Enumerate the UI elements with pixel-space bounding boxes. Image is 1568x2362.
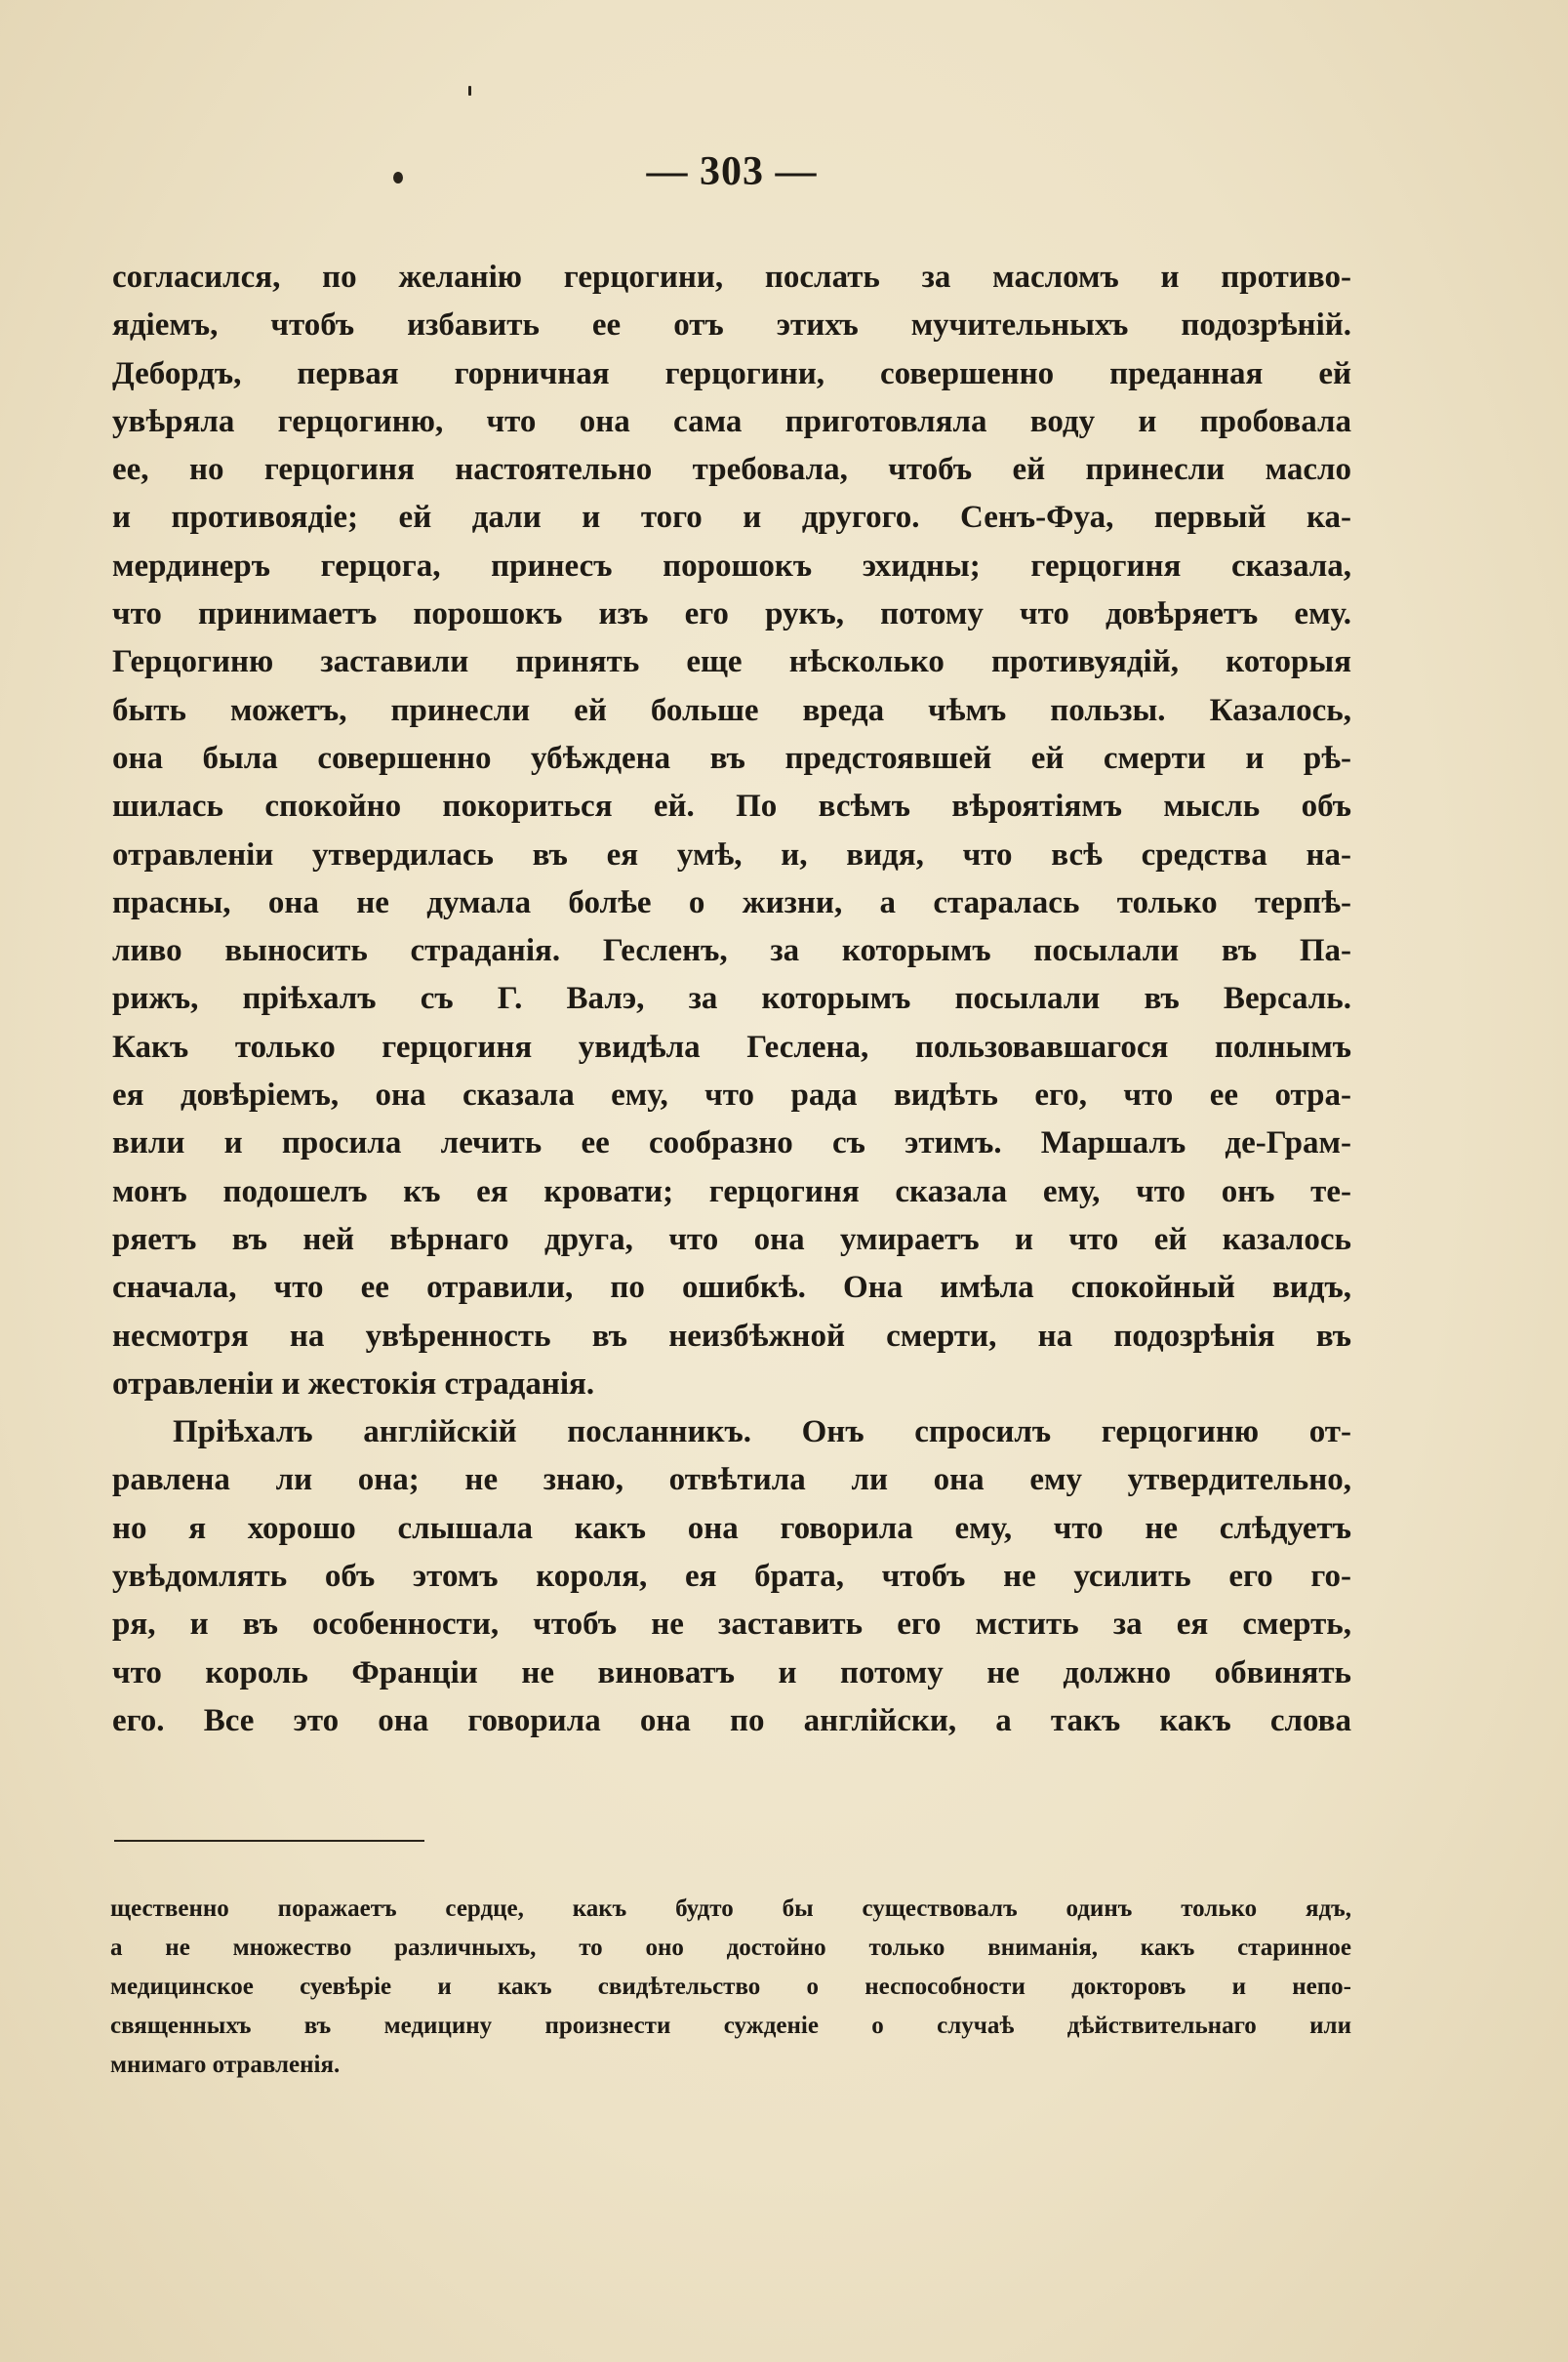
text-line: она была совершенно убѣждена въ предстоявшей ей смерти и рѣ- xyxy=(112,740,1351,776)
text-line: и противоядіе; ей дали и того и другого. Сенъ-Фуа, первый ка- xyxy=(112,500,1351,536)
text-line: мердинеръ герцога, принесъ порошокъ эхидны; герцогиня сказала, xyxy=(112,548,1351,584)
text-line: несмотря на увѣренность въ неизбѣжной смерти, на подозрѣнія въ xyxy=(112,1318,1351,1354)
page-number: — 303 — xyxy=(646,149,818,194)
text-line: ливо выносить страданія. Гесленъ, за которымъ посылали въ Па- xyxy=(112,933,1351,969)
text-line: быть можетъ, принесли ей больше вреда чѣмъ пользы. Казалось, xyxy=(112,692,1351,728)
body-text xyxy=(112,254,1351,1745)
text-line: сначала, что ее отравили, по ошибкѣ. Она имѣла спокойный видъ, xyxy=(112,1270,1351,1306)
footnote-line: а не множество различныхъ, то оно достойно только вниманія, какъ старинное xyxy=(110,1934,1351,1961)
text-line: равлена ли она; не знаю, отвѣтила ли она ему утвердительно, xyxy=(112,1462,1351,1498)
text-line: его. Все это она говорила она по англійски, а такъ какъ слова xyxy=(112,1702,1351,1738)
text-line: вили и просила лечить ее сообразно съ этимъ. Маршалъ де-Грам- xyxy=(112,1125,1351,1161)
text-line: ея довѣріемъ, она сказала ему, что рада видѣть его, что ее отра- xyxy=(112,1078,1351,1114)
text-line: Герцогиню заставили принять еще нѣсколько противуядій, которыя xyxy=(112,644,1351,680)
text-line: отравленіи утвердилась въ ея умѣ, и, видя, что всѣ средства на- xyxy=(112,836,1351,873)
text-line: Дебордъ, первая горничная герцогини, совершенно преданная ей xyxy=(112,355,1351,391)
text-line: ее, но герцогиня настоятельно требовала, чтобъ ей принесли масло xyxy=(112,452,1351,488)
text-line: отравленіи и жестокія страданія. xyxy=(112,1365,595,1402)
text-line: увѣряла герцогиню, что она сама приготовляла воду и пробовала xyxy=(112,403,1351,439)
text-line: ряетъ въ ней вѣрнаго друга, что она умираетъ и что ей казалось xyxy=(112,1221,1351,1257)
footnote-line: мнимаго отравленія. xyxy=(110,2052,341,2078)
footnote-line: священныхъ въ медицину произнести сужденіе о случаѣ дѣйствительнаго или xyxy=(110,2013,1351,2039)
footnote-line: медицинское суевѣріе и какъ свидѣтельство о неспособности докторовъ и непо- xyxy=(110,1974,1351,2000)
text-line: прасны, она не думала болѣе о жизни, а старалась только терпѣ- xyxy=(112,884,1351,920)
ink-speck xyxy=(468,86,471,96)
paragraph xyxy=(112,1408,1351,1745)
text-line: Какъ только герцогиня увидѣла Геслена, пользовавшагося полнымъ xyxy=(112,1029,1351,1065)
text-line: что король Франціи не виноватъ и потому не должно обвинять xyxy=(112,1654,1351,1690)
text-line: ря, и въ особенности, чтобъ не заставить его мстить за ея смерть, xyxy=(112,1607,1351,1643)
text-line: монъ подошелъ къ ея кровати; герцогиня сказала ему, что онъ те- xyxy=(112,1173,1351,1209)
text-line: но я хорошо слышала какъ она говорила ему, что не слѣдуетъ xyxy=(112,1510,1351,1546)
footnote-line: щественно поражаетъ сердце, какъ будто бы существовалъ одинъ только ядъ, xyxy=(110,1895,1351,1922)
text-line: согласился, по желанію герцогини, послать за масломъ и противо- xyxy=(112,260,1351,295)
text-line: что принимаетъ порошокъ изъ его рукъ, потому что довѣряетъ ему. xyxy=(112,596,1351,632)
text-line: Пріѣхалъ англійскій посланникъ. Онъ спросилъ герцогиню от- xyxy=(173,1414,1351,1450)
text-line: увѣдомлять объ этомъ короля, ея брата, чтобъ не усилить его го- xyxy=(112,1559,1351,1595)
footnote-divider xyxy=(114,1840,424,1842)
text-line: рижъ, пріѣхалъ съ Г. Валэ, за которымъ посылали въ Версаль. xyxy=(112,981,1351,1017)
text-line: шилась спокойно покориться ей. По всѣмъ вѣроятіямъ мысль объ xyxy=(112,789,1351,825)
text-line: ядіемъ, чтобъ избавить ее отъ этихъ мучительныхъ подозрѣній. xyxy=(112,307,1351,344)
paragraph xyxy=(112,254,1351,1408)
footnote xyxy=(110,1890,1351,2085)
